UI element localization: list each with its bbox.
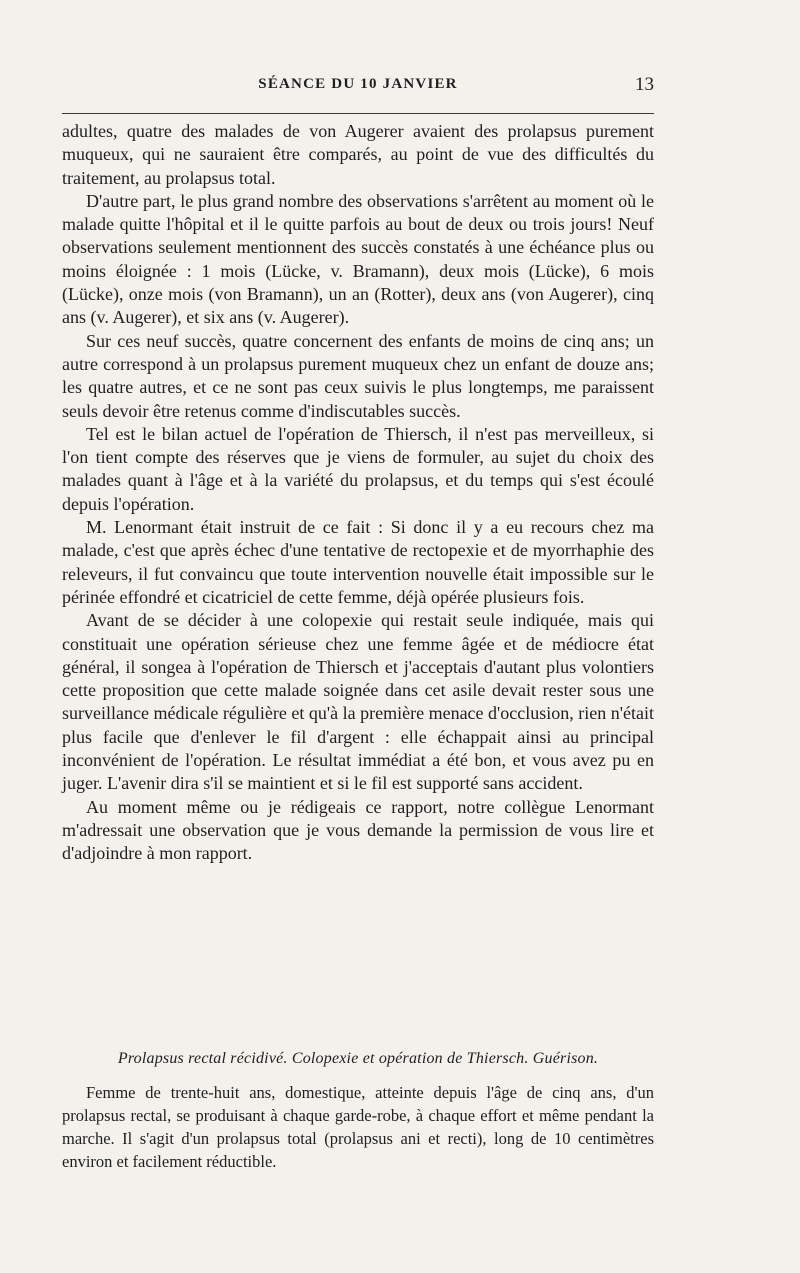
observation-title: Prolapsus rectal récidivé. Colopexie et opération de Thiersch. Guérison. (117, 1050, 599, 1067)
observation-section (62, 1050, 654, 1173)
paragraph: Au moment même ou je rédigeais ce rapport, notre collègue Lenormant m'adressait une observation que je vous demande la permission de vous lire et d'adjoindre à mon rapport. (62, 796, 654, 864)
main-text (62, 120, 654, 866)
page-header (62, 76, 654, 100)
paragraph: D'autre part, le plus grand nombre des observations s'arrêtent au moment où le malade quitte l'hôpital et il le quitte parfois au bout de deux ou trois jours! Neuf observations seulement mentionnent des succès constatés à une échéance plus ou moins éloignée : 1 mois (Lücke, v. Bramann), deux mois (Lücke), 6 mois (Lücke), onze mois (von Bramann), un an (Rotter), deux ans (von Augerer), cinq ans (v. Augerer), et six ans (v. Augerer). (62, 190, 654, 328)
header-rule (62, 113, 654, 114)
paragraph: Tel est le bilan actuel de l'opération de Thiersch, il n'est pas merveilleux, si l'on tient compte des réserves que je viens de formuler, au sujet du choix des malades quant à l'âge et à la variété du prolapsus, et du temps qui s'est écoulé depuis l'opération. (62, 423, 654, 514)
paragraph: M. Lenormant était instruit de ce fait : Si donc il y a eu recours chez ma malade, c'est que après échec d'une tentative de rectopexie et de myorrhaphie des releveurs, il fut convaincu que toute intervention nouvelle était impossible sur le périnée effondré et cicatriciel de cette femme, déjà opérée plusieurs fois. (62, 517, 654, 607)
paragraph: adultes, quatre des malades de von Augerer avaient des prolapsus purement muqueux, qui ne sauraient être comparés, au point de vue des difficultés du traitement, au prolapsus total. (62, 121, 654, 188)
paragraph: Avant de se décider à une colopexie qui restait seule indiquée, mais qui constituait une opération sérieuse chez une femme âgée et de médiocre état général, il songea à l'opération de Thiersch et j'acceptais d'autant plus volontiers cette proposition que cette malade soignée dans cet asile devait rester sous une surveillance médicale régulière et qu'à la première menace d'occlusion, rien n'était plus facile que d'enlever le fil d'argent : elle échappait ainsi au principal inconvénient de l'opération. Le résultat immédiat a été bon, et vous avez pu en juger. L'avenir dira s'il se maintient et si le fil est supporté sans accident. (62, 610, 654, 794)
paragraph: Sur ces neuf succès, quatre concernent des enfants de moins de cinq ans; un autre correspond à un prolapsus purement muqueux chez un enfant de douze ans; les quatre autres, et ce ne sont pas ceux suivis le plus longtemps, me paraissent seuls devoir être retenus comme d'indiscutables succès. (62, 330, 654, 421)
running-title: SÉANCE DU 10 JANVIER (258, 76, 458, 92)
observation-text: Femme de trente-huit ans, domestique, atteinte depuis l'âge de cinq ans, d'un prolapsus rectal, se produisant à chaque garde-robe, à chaque effort et même pendant la marche. Il s'agit d'un prolapsus total (prolapsus ani et recti), long de 10 centimètres environ et facilement réductible. (62, 1083, 654, 1171)
page-number: 13 (635, 74, 654, 95)
